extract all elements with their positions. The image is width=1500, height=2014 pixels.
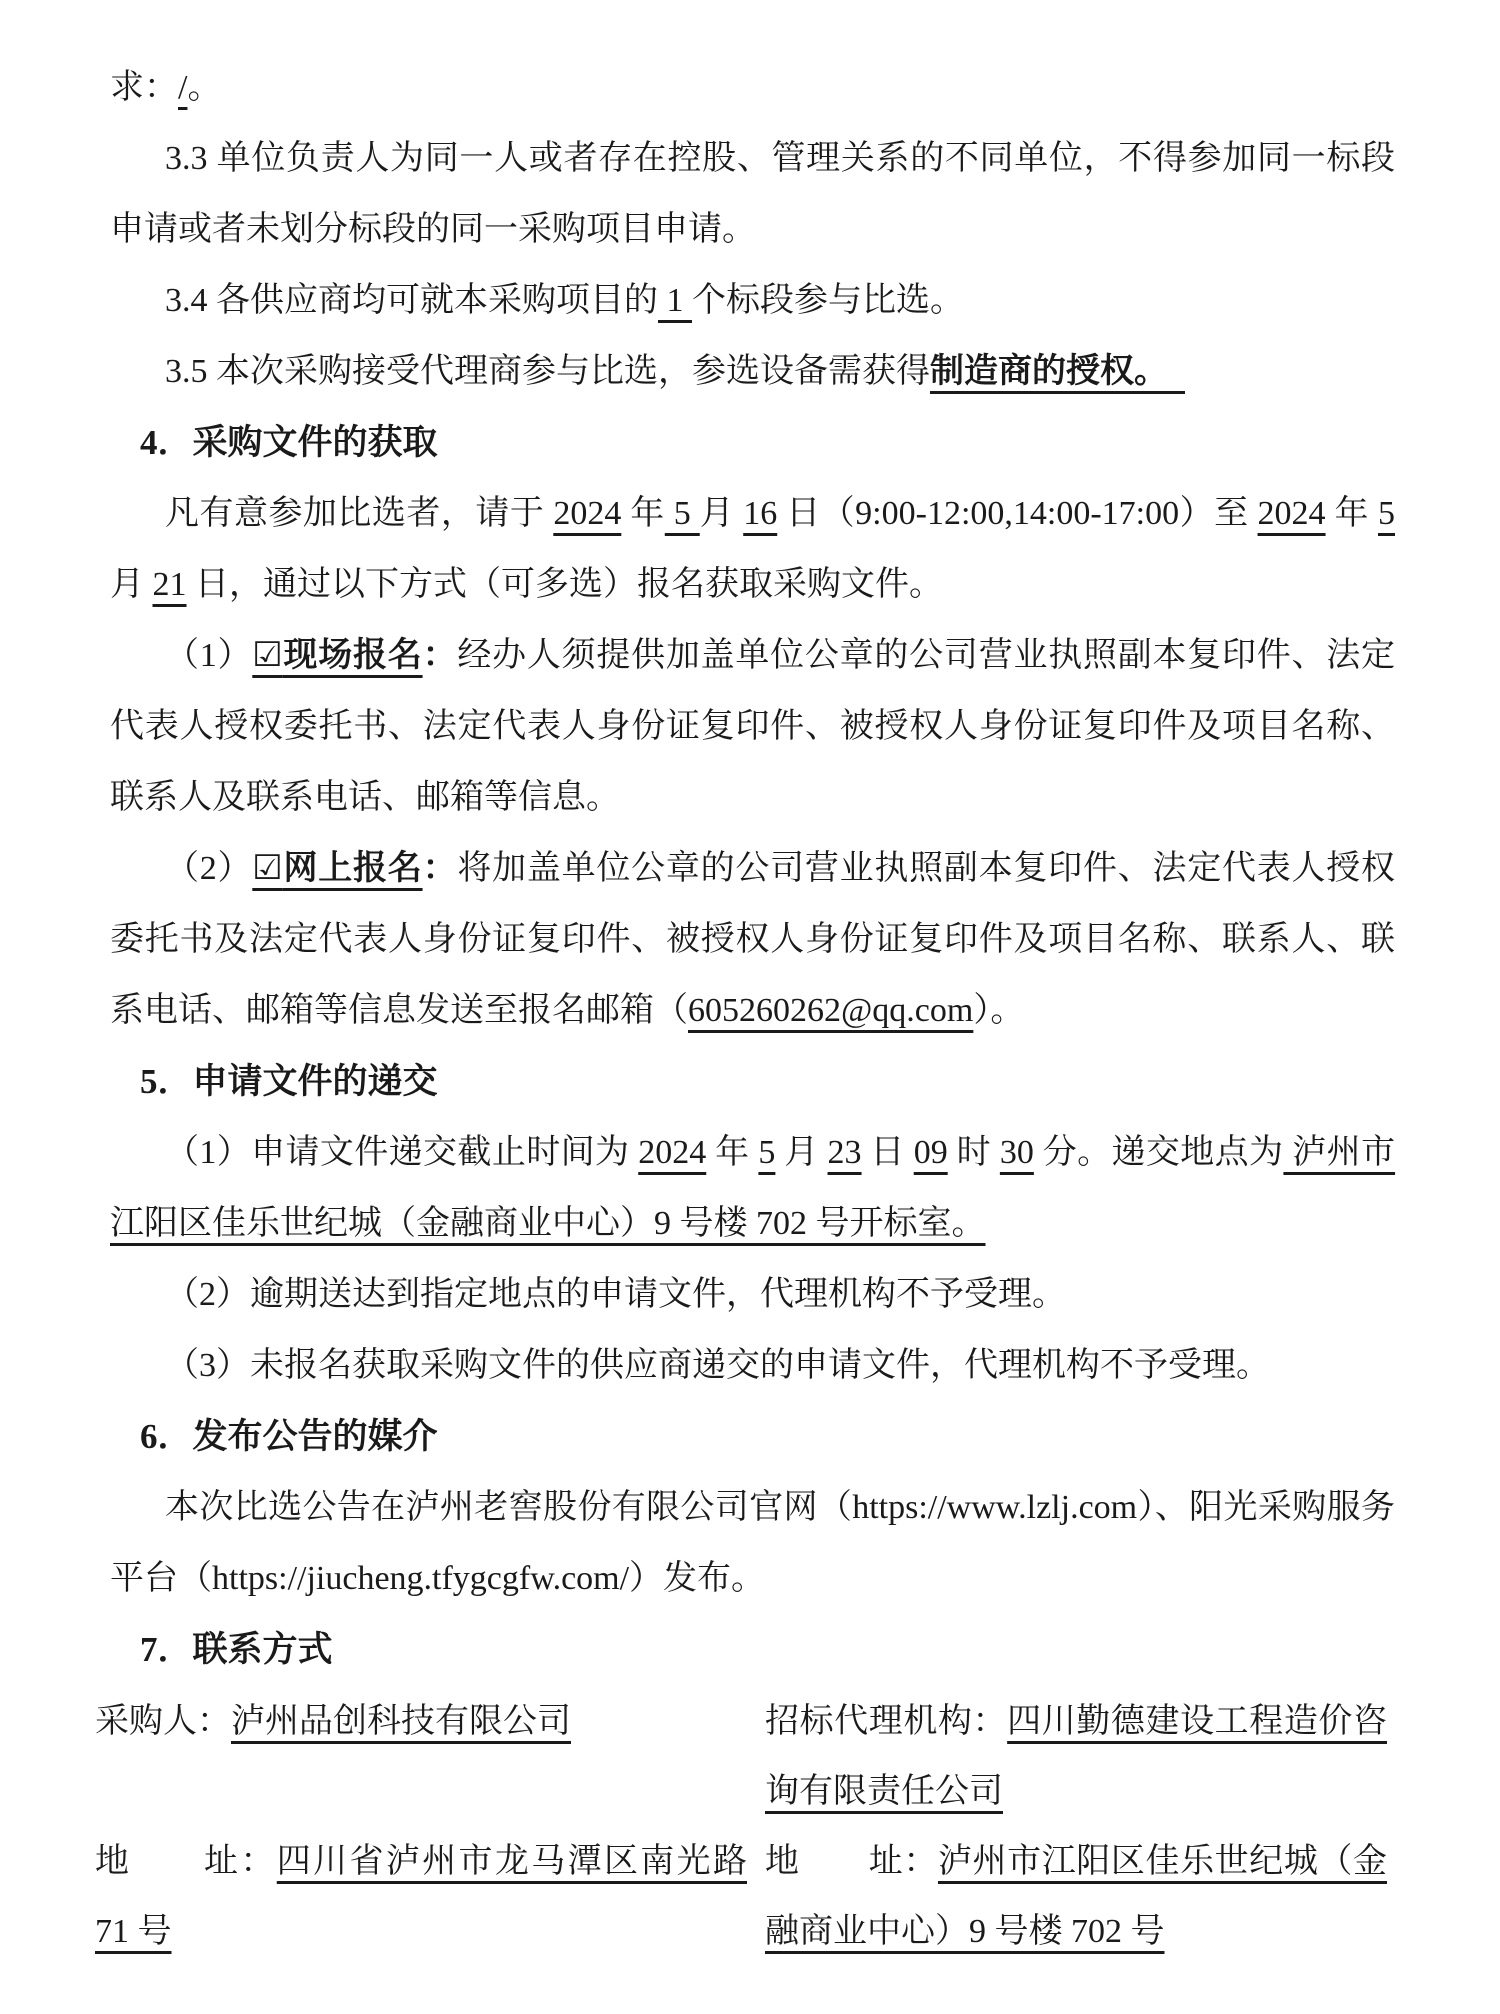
text-run: 年 [706, 1134, 759, 1171]
purchaser-address-value: 四川省泸州市龙马潭区南光路 71 号 [95, 1843, 747, 1950]
para-overdue-rule [110, 1259, 1395, 1330]
requirement-value: / [178, 69, 188, 106]
para-submission-deadline [110, 1117, 1395, 1259]
deadline-hour-value: 09 [913, 1134, 948, 1171]
heading-text: 6．发布公告的媒介 [140, 1417, 438, 1456]
contact-section [95, 1687, 1500, 1967]
text-run: 。 [187, 69, 222, 106]
text-run: 月 [775, 1134, 828, 1171]
text-run: （1） [165, 637, 253, 674]
text-run: 将加盖单位公章的公司营业执照副本复印件、法定代表人授权委托书及法定代表人身份证复印件、被授权人身份证复印件及项目名称、联系人、联系电话、邮箱等信息发送至报名邮箱（ [110, 850, 1396, 1029]
start-day-value: 16 [743, 495, 778, 532]
heading-text: 7．联系方式 [140, 1630, 333, 1669]
agency-name-value: 四川勤德建设工程造价咨询有限责任公司 [765, 1703, 1388, 1810]
deadline-minute-value: 30 [999, 1134, 1034, 1171]
text-run: 经办人须提供加盖单位公章的公司营业执照副本复印件、法定代表人授权委托书、法定代表人身份证复印件、被授权人身份证复印件及项目名称、联系人及联系电话、邮箱等信息。 [110, 637, 1396, 816]
text-run: ： [422, 850, 458, 887]
end-year-value: 2024 [1257, 495, 1326, 532]
text-run: 3.4 各供应商均可就本采购项目的 [165, 282, 658, 319]
text-run: 求： [110, 69, 178, 106]
section-heading-4 [140, 407, 1395, 478]
para-3-3 [110, 123, 1395, 265]
purchaser-name-value: 泸州品创科技有限公司 [231, 1703, 571, 1740]
deadline-month-value: 5 [758, 1134, 776, 1171]
text-run: 月 [110, 566, 153, 603]
text-run: 年 [1325, 495, 1378, 532]
text-run: 个标段参与比选。 [692, 282, 964, 319]
text-run: 日，通过以下方式（可多选）报名获取采购文件。 [186, 566, 943, 603]
text-run: 月 [699, 495, 744, 532]
para-3-5 [110, 336, 1395, 407]
text-run: （1）申请文件递交截止时间为 [165, 1134, 639, 1171]
text-run: 本次比选公告在泸州老窖股份有限公司官网（https://www.lzlj.com）、阳光采购服务平台（https://jiucheng.tfygcgfw.com/）发布。 [110, 1489, 1395, 1597]
heading-text: 5．申请文件的递交 [140, 1062, 438, 1101]
agency-row [765, 1687, 1405, 1827]
lot-count-value: 1 [658, 282, 692, 319]
text-run: （2）逾期送达到指定地点的申请文件，代理机构不予受理。 [165, 1276, 1066, 1313]
text-run: ： [422, 637, 458, 674]
checked-checkbox-icon: ☑ [252, 848, 283, 888]
purchaser-label: 采购人： [95, 1703, 231, 1740]
text-run: （2） [165, 850, 253, 887]
para-onsite-registration [110, 620, 1395, 833]
registration-email-value: 605260262@qq.com [688, 992, 974, 1029]
para-requirement [110, 52, 1395, 123]
agency-address-value: 泸州市江阳区佳乐世纪城（金融商业中心）9 号楼 702 号 [765, 1843, 1388, 1950]
purchaser-address-row [95, 1827, 765, 1967]
section-heading-5 [140, 1046, 1395, 1117]
manufacturer-authorization-emphasis: 制造商的授权。 [930, 353, 1185, 390]
submission-location-value: 泸州市江阳区佳乐世纪城（金融商业中心）9 号楼 702 号开标室。 [110, 1134, 1396, 1242]
text-run: 日 [861, 1134, 914, 1171]
text-run: （3）未报名获取采购文件的供应商递交的申请文件，代理机构不予受理。 [165, 1347, 1270, 1384]
text-run: 时 [947, 1134, 1000, 1171]
agency-label: 招标代理机构： [765, 1703, 1008, 1740]
end-day-value: 21 [152, 566, 187, 603]
deadline-day-value: 23 [827, 1134, 862, 1171]
text-run: 分。递交地点为 [1033, 1134, 1284, 1171]
text-run: 年 [621, 495, 665, 532]
text-run: ）。 [973, 992, 1025, 1029]
para-obtain-documents [110, 478, 1395, 620]
online-registration-label: 网上报名 [282, 850, 423, 887]
checked-checkbox-icon: ☑ [252, 635, 283, 675]
text-run: 凡有意参加比选者，请于 [165, 495, 554, 532]
para-online-registration [110, 833, 1395, 1046]
purchaser-address-label: 地 址： [95, 1843, 277, 1880]
text-run: 3.3 单位负责人为同一人或者存在控股、管理关系的不同单位，不得参加同一标段申请或者未划分标段的同一采购项目申请。 [110, 140, 1395, 248]
para-announcement-media [110, 1472, 1395, 1614]
start-month-value: 5 [664, 495, 700, 532]
text-run: 日（9:00-12:00,14:00-17:00）至 [777, 495, 1258, 532]
deadline-year-value: 2024 [638, 1134, 707, 1171]
section-heading-6 [140, 1401, 1395, 1472]
onsite-registration-label: 现场报名 [282, 637, 423, 674]
text-run: 3.5 本次采购接受代理商参与比选，参选设备需获得 [165, 353, 930, 390]
agency-address-row [765, 1827, 1405, 1967]
para-unregistered-rule [110, 1330, 1395, 1401]
para-3-4 [110, 265, 1395, 336]
agency-address-label: 地 址： [765, 1843, 938, 1880]
heading-text: 4．采购文件的获取 [140, 423, 438, 462]
section-heading-7 [140, 1614, 1395, 1685]
end-month-value: 5 [1378, 495, 1395, 532]
start-year-value: 2024 [553, 495, 622, 532]
purchaser-row [95, 1687, 765, 1827]
